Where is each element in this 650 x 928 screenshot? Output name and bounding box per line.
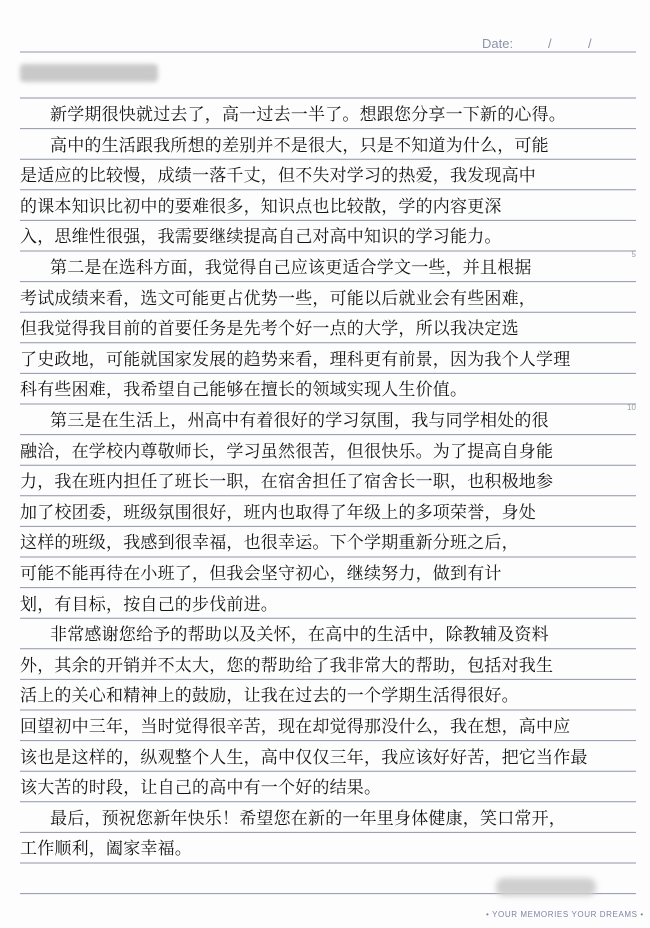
text-line: 这样的班级，我感到很幸福，也很幸运。下个学期重新分班之后， [20,533,519,554]
text-line: 考试成绩来看，选文可能更占优势一些，可能以后就业会有些困难， [20,288,536,309]
text-line: 该大苦的时段，让自己的高中有一个好的结果。 [20,778,382,799]
text-line: 活上的关心和精神上的鼓励，让我在过去的一个学期生活得很好。 [20,686,519,707]
text-line: 外，其余的开销并不太大，您的帮助给了我非常大的帮助，包括对我生 [20,655,554,676]
text-line: 了史政地，可能就国家发展的趋势来看，理科更有前景，因为我个人学理 [20,349,571,370]
redacted-salutation [20,64,158,82]
text-line: 高中的生活跟我所想的差别并不是很大，只是不知道为什么，可能 [50,135,549,156]
text-line: 划，有目标，按自己的步伐前进。 [20,594,278,615]
text-line: 加了校团委，班级氛围很好，班内也取得了年级上的多项荣誉，身处 [20,502,536,523]
date-separator-2: / [588,36,592,51]
text-line: 非常感谢您给予的帮助以及关怀，在高中的生活中，除教辅及资料 [50,625,549,646]
text-line: 力，我在班内担任了班长一职，在宿舍担任了宿舍长一职，也积极地参 [20,472,554,493]
text-line: 是适应的比较慢，成绩一落千丈，但不失对学习的热爱，我发现高中 [20,166,536,187]
footer-slogan: • YOUR MEMORIES YOUR DREAMS • [486,910,644,919]
line-number-5: 5 [631,250,636,259]
text-line: 可能不能再待在小班了，但我会坚守初心，继续努力，做到有计 [20,564,502,584]
text-line: 新学期很快就过去了，高一过去一半了。想跟您分享一下新的心得。 [50,105,566,125]
text-line: 最后，预祝您新年快乐！希望您在新的一年里身体健康，笑口常开， [50,808,566,829]
text-line: 该也是这样的，纵观整个人生，高中仅仅三年，我应该好好苦，把它当作最 [20,747,588,768]
text-line: 的课本知识比初中的要难很多，知识点也比较散，学的内容更深 [20,196,502,217]
text-line: 第三是在生活上，州高中有着很好的学习氛围，我与同学相处的很 [50,411,549,431]
redacted-signature [496,878,596,896]
date-label: Date: [482,36,514,51]
date-separator-1: / [548,36,552,51]
text-line: 回望初中三年，当时觉得很辛苦，现在却觉得那没什么，我在想，高中应 [20,717,571,737]
text-line: 入，思维性很强，我需要继续提高自己对高中知识的学习能力。 [20,227,502,248]
date-field [482,36,513,51]
text-line: 科有些困难，我希望自己能够在擅长的领域实现人生价值。 [20,380,468,401]
text-line: 工作顺利，阖家幸福。 [20,839,192,860]
text-line: 第二是在选科方面，我觉得自己应该更适合学文一些，并且根据 [50,258,532,278]
text-line: 融洽，在学校内尊敬师长，学习虽然很苦，但很快乐。为了提高自身能 [20,441,554,462]
text-line: 但我觉得我目前的首要任务是先考个好一点的大学，所以我决定选 [20,319,519,340]
line-number-10: 10 [627,403,636,412]
